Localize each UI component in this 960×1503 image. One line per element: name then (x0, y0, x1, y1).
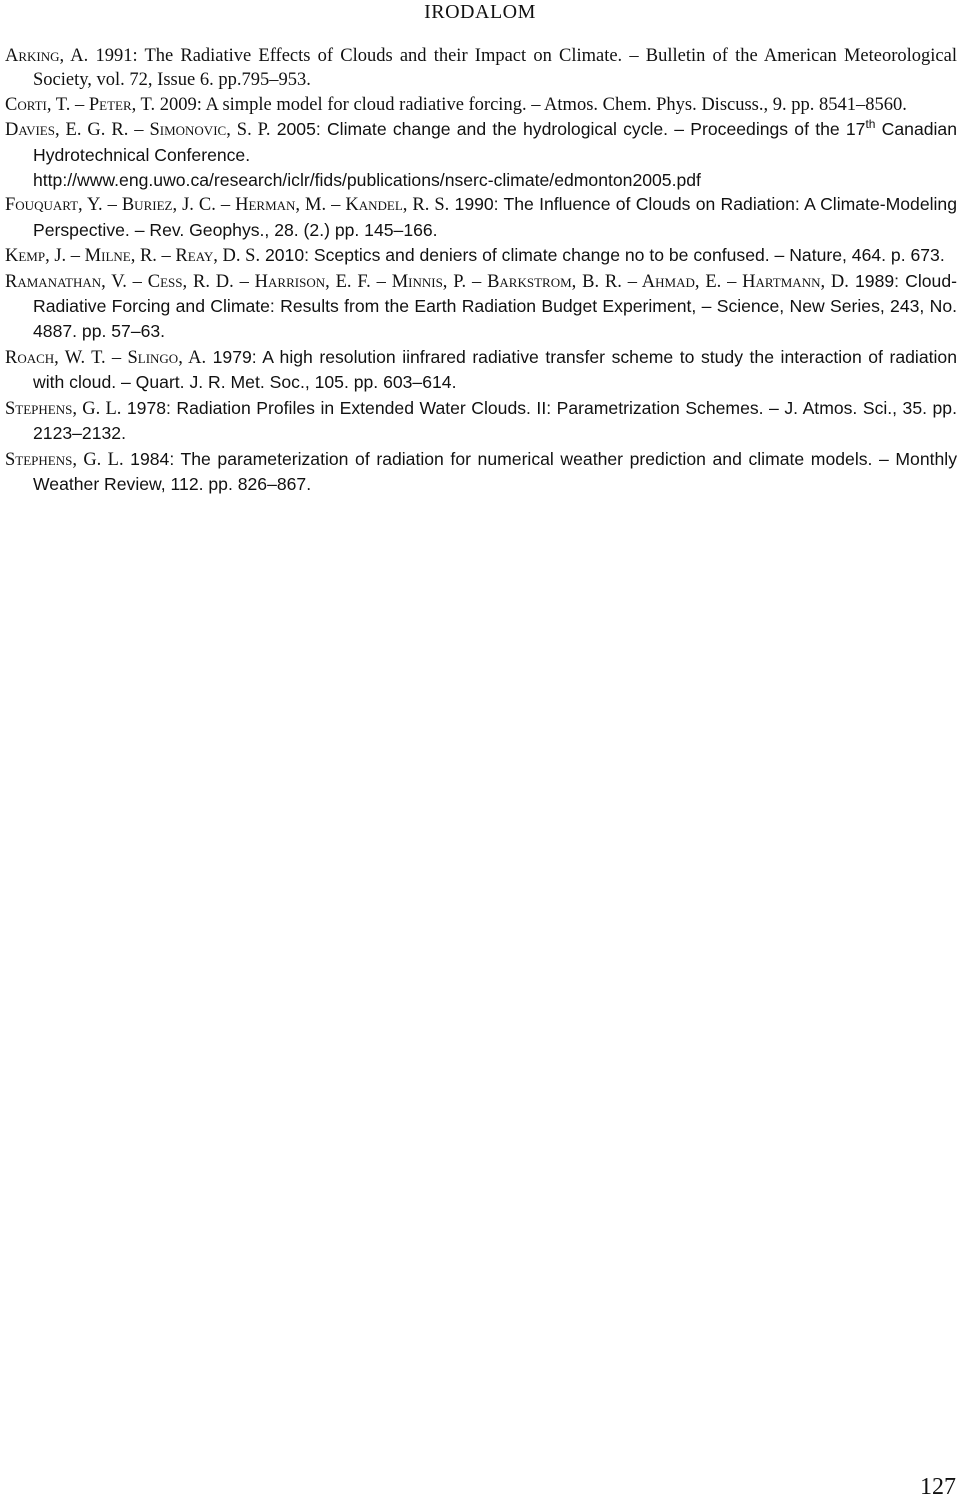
reference-authors: Stephens, G. L. (5, 449, 124, 470)
reference-authors: Fouquart, Y. – Buriez, J. C. – Herman, M. – Kandel, R. S. (5, 195, 450, 216)
reference-text: 1979: A high resolution iinfrared radiative transfer scheme to study the interaction of radiation with cloud. – Quart. J. R. Met. Soc., 105. pp. 603–614. (33, 346, 957, 393)
reference-text: 1984: The parameterization of radiation for numerical weather prediction and climate models. – Monthly Weather Review, 112. pp. 826–867. (33, 448, 958, 494)
reference-item (5, 345, 957, 396)
reference-item (5, 243, 957, 268)
reference-item (5, 117, 957, 192)
reference-authors: Corti, T. – Peter, T. (5, 94, 156, 115)
reference-item (5, 396, 957, 447)
reference-text: 1978: Radiation Profiles in Extended Water Clouds. II: Parametrization Schemes. – J. Atmos. Sci., 35. pp. 2123–2132. (33, 397, 957, 444)
reference-text: 2010: Sceptics and deniers of climate change no to be confused. – Nature, 464. p. 673. (260, 245, 945, 266)
reference-authors: Roach, W. T. – Slingo, A. (5, 347, 207, 368)
reference-list (5, 44, 957, 497)
reference-authors: Ramanathan, V. – Cess, R. D. – Harrison, E. F. – Minnis, P. – Barkstrom, B. R. – Ahmad, E. – Hartmann, D. (5, 271, 849, 292)
reference-text-continued: Canadian Hydrotechnical Conference. (33, 119, 958, 165)
reference-item (5, 44, 957, 93)
reference-text: 1989: Cloud-Radiative Forcing and Climate: Results from the Earth Radiation Budget Experiment, – Science, New Series, 243, No. 4887. pp. 57–63. (33, 270, 957, 342)
reference-item (5, 192, 957, 243)
reference-authors: Arking, A. (5, 46, 89, 66)
reference-text: 2009: A simple model for cloud radiative forcing. – Atmos. Chem. Phys. Discuss., 9. pp. 8541–8560. (155, 94, 907, 115)
reference-authors: Davies, E. G. R. – Simonovic, S. P. (5, 120, 271, 141)
reference-item (5, 269, 957, 345)
reference-text: 1991: The Radiative Effects of Clouds and their Impact on Climate. – Bulletin of the American Meteorological Society, vol. 72, Issue 6. pp.795–953. (33, 46, 957, 91)
reference-text: 1990: The Influence of Clouds on Radiation: A Climate-Modeling Perspective. – Rev. Geophys., 28. (2.) pp. 145–166. (33, 194, 957, 240)
reference-text: 2005: Climate change and the hydrological cycle. – Proceedings of the 17 (270, 119, 866, 140)
ordinal-superscript: th (865, 117, 876, 132)
reference-authors: Kemp, J. – Milne, R. – Reay, D. S. (5, 246, 261, 267)
reference-item (5, 447, 957, 498)
reference-authors: Stephens, G. L. (5, 398, 122, 419)
reference-item (5, 93, 957, 117)
page-heading: IRODALOM (424, 1, 536, 23)
page-number: 127 (920, 1474, 956, 1500)
reference-url: http://www.eng.uwo.ca/research/iclr/fids/publications/nserc-climate/edmonton2005.pdf (33, 170, 701, 191)
